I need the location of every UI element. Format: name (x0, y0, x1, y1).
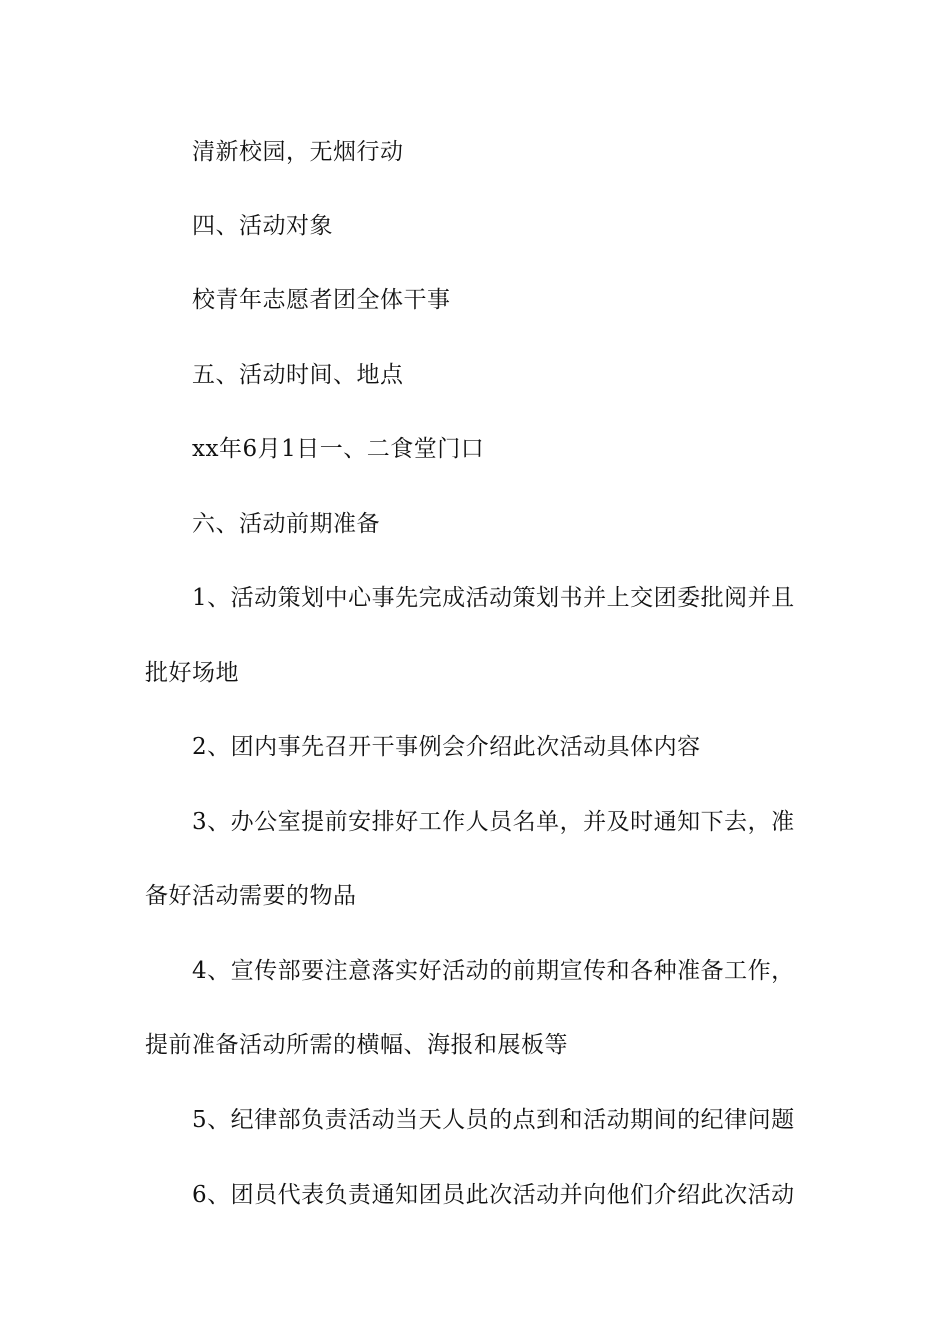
paragraph-slogan: 清新校园，无烟行动 (192, 139, 404, 165)
list-item-1-line-1: 1、活动策划中心事先完成活动策划书并上交团委批阅并且 (192, 585, 795, 611)
list-item-3-line-1: 3、办公室提前安排好工作人员名单，并及时通知下去，准 (192, 809, 795, 835)
list-item-4-line-1: 4、宣传部要注意落实好活动的前期宣传和各种准备工作， (192, 958, 795, 984)
list-item-3-line-2: 备好活动需要的物品 (145, 883, 357, 909)
list-item-1-line-2: 批好场地 (145, 660, 239, 686)
heading-time-place: 五、活动时间、地点 (192, 362, 404, 388)
list-item-6: 6、团员代表负责通知团员此次活动并向他们介绍此次活动 (192, 1182, 795, 1208)
paragraph-time-place: xx年6月1日一、二食堂门口 (192, 436, 485, 462)
list-item-5: 5、纪律部负责活动当天人员的点到和活动期间的纪律问题 (192, 1107, 795, 1133)
list-item-4-line-2: 提前准备活动所需的横幅、海报和展板等 (145, 1032, 568, 1058)
list-item-2: 2、团内事先召开干事例会介绍此次活动具体内容 (192, 734, 701, 760)
paragraph-target: 校青年志愿者团全体干事 (192, 287, 451, 313)
heading-activity-target: 四、活动对象 (192, 213, 333, 239)
heading-preparation: 六、活动前期准备 (192, 511, 380, 537)
